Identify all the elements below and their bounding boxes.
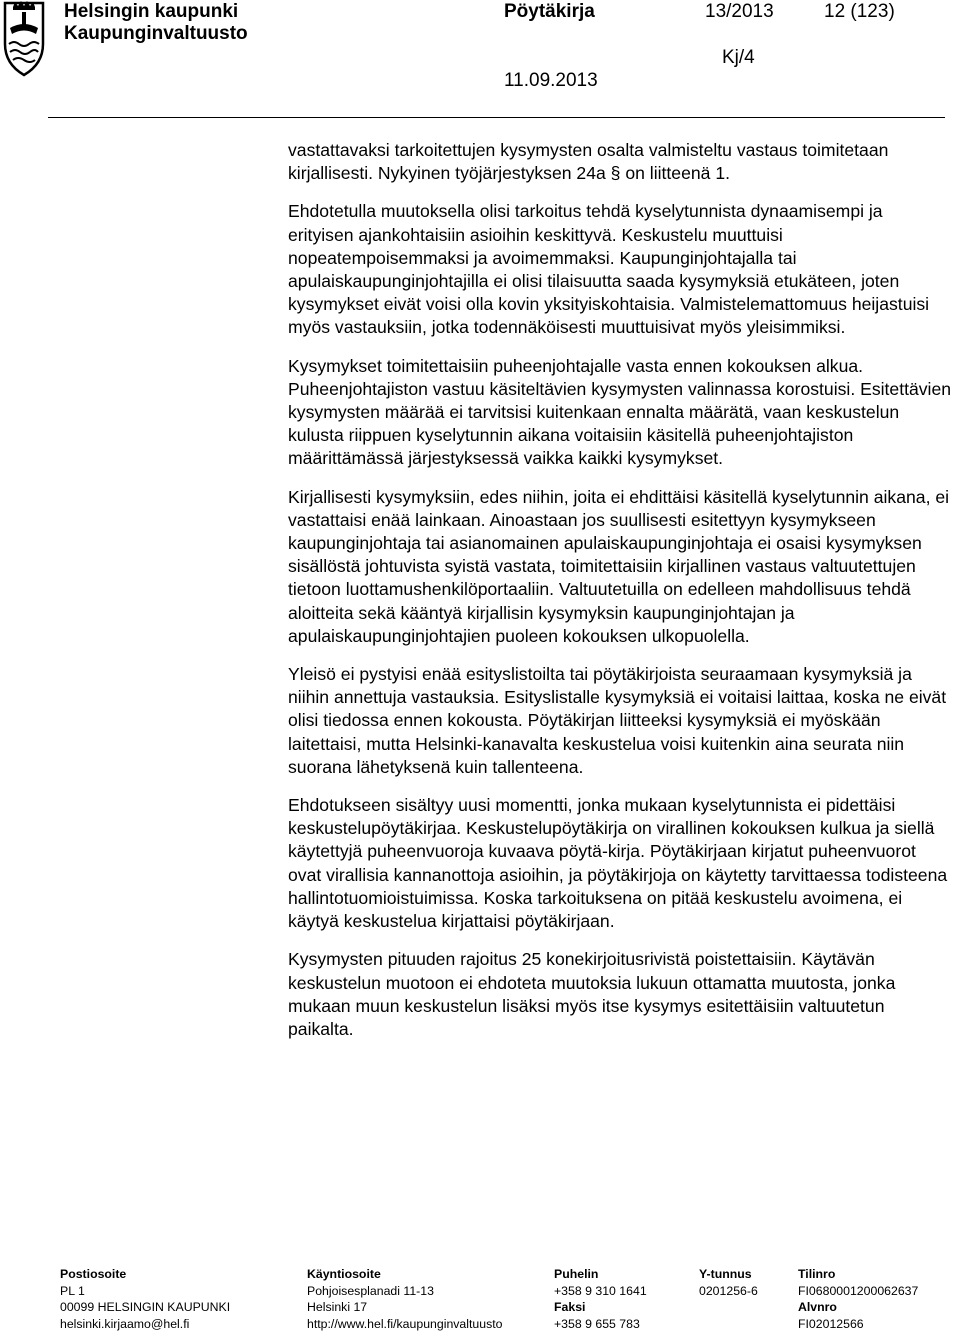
- footer-business-id: [699, 1266, 758, 1299]
- vat-label: Alvnro: [798, 1300, 837, 1314]
- registry-email-link[interactable]: helsinki.kirjaamo@hel.fi: [60, 1316, 190, 1331]
- business-id: 0201256-6: [699, 1283, 758, 1298]
- paragraph: vastattavaksi tarkoitettujen kysymysten osalta valmisteltu vastaus toimitetaan kirjallisesti. Nykyinen työjärjestyksen 24a § on liitteenä 1.: [288, 140, 889, 184]
- footer-phone: [554, 1266, 647, 1332]
- section-id: Kj/4: [722, 47, 755, 68]
- street-address: Pohjoisesplanadi 11-13: [307, 1283, 434, 1298]
- page-number: 12 (123): [824, 1, 895, 22]
- document-number: 13/2013: [705, 1, 774, 22]
- paragraph: Ehdotukseen sisältyy uusi momentti, jonka mukaan kyselytunnista ei pidettäisi keskustelupöytäkirjaa. Keskustelupöytäkirja on virallinen kokouksen kulkua ja siellä käytettyjä puheenvuoroja kuvaava pöytä-kirja. Pöytäkirjaan kirjatut puheenvuorot ovat virallisia kannanottoja asioihin, ja pöytäkirjoja on käytetty tarvittaessa todisteena hallintotuomioistuimissa. Koska tarkoituksena on pitää keskustelu avoimena, ei käytyä keskustelua kirjattaisi pöytäkirjaan.: [288, 795, 948, 932]
- paragraph: Yleisö ei pystyisi enää esityslistoilta tai pöytäkirjoista seuraamaan kysymyksiä ja niihin annettuja vastauksia. Esityslistalle kysymyksiä ei voitaisi laittaa, koska ne eivät olisi tiedossa ennen kokousta. Pöytäkirjan liitteeksi kysymyksiä ei myöskään laitettaisi, mutta Helsinki-kanavalta keskustelua voisi kuitenkin aina seurata niin suorana lähetyksenä kuin tallenteena.: [288, 664, 947, 777]
- account-number: FI0680001200062637: [798, 1283, 919, 1298]
- account-label: Tilinro: [798, 1267, 836, 1281]
- postal-box: PL 1: [60, 1283, 85, 1298]
- phone-number: +358 9 310 1641: [554, 1283, 647, 1298]
- visiting-address-label: Käyntiosoite: [307, 1267, 381, 1281]
- postal-address-label: Postiosoite: [60, 1267, 127, 1281]
- paragraph: Kysymykset toimitettaisiin puheenjohtajalle vasta ennen kokouksen alkua. Puheenjohtajiston vastuu käsiteltävien kysymysten valinnassa korostuisi. Esitettävien kysymysten määrää ei tarvitsisi kuitenkaan ennalta määrätä, vaan keskustelun kulusta riippuen kyselytunnin aikana voitaisiin käsitellä puheenjohtajiston määrittämässä järjestyksessä vaikka kaikki kysymykset.: [288, 355, 952, 469]
- fax-label: Faksi: [554, 1300, 586, 1314]
- footer-postal-address: [60, 1266, 230, 1332]
- meeting-date: 11.09.2013: [504, 70, 598, 91]
- city-name: Helsingin kaupunki: [64, 1, 239, 22]
- council-name: Kaupunginvaltuusto: [64, 23, 248, 44]
- paragraph: Ehdotetulla muutoksella olisi tarkoitus tehdä kyselytunnista dynaamisempi ja erityisen ajankohtaisiin asioihin keskittyvä. Keskustelu muuttuisi nopeatempoisemmaksi ja avoimemmaksi. Kaupunginjohtajalla tai apulaiskaupunginjohtajilla ei olisi tilaisuutta saada kysymyksiä etukäteen, joten kysymykset eivät voisi olla kovin yksityiskohtaisia. Valmistelemattomuus heijastuisi myös vastauksiin, jotka todennäköisesti muuttuisivat myös yleisimmiksi.: [288, 201, 930, 338]
- footer-account: [798, 1266, 918, 1332]
- document-type: Pöytäkirja: [504, 1, 595, 22]
- website-link[interactable]: http://www.hel.fi/kaupunginvaltuusto: [307, 1316, 503, 1331]
- business-id-label: Y-tunnus: [699, 1267, 752, 1281]
- vat-number: FI02012566: [798, 1316, 864, 1331]
- helsinki-coat-of-arms-icon: [0, 0, 48, 78]
- paragraph: Kysymysten pituuden rajoitus 25 konekirjoitusrivistä poistettaisiin. Käytävän keskustelun muotoon ei ehdoteta muutoksia lukuun ottamatta muutosta, jonka mukaan muun keskustelun lisäksi myös itse kysymys esitettäisiin valtuutetun paikalta.: [288, 949, 896, 1039]
- document-body: [288, 139, 952, 1056]
- city-address: Helsinki 17: [307, 1300, 368, 1314]
- phone-label: Puhelin: [554, 1267, 599, 1281]
- paragraph: Kirjallisesti kysymyksiin, edes niihin, joita ei ehdittäisi käsitellä kyselytunnin aikana, ei vastattaisi enää lainkaan. Ainoastaan jos suullisesti esitettyyn kysymykseen kaupunginjohtaja tai asianomainen apulaiskaupunginjohtaja ei osaisi kysymyksen sisällöstä johtuvista syistä vastata, toimitettaisiin kirjallinen vastaus valtuutettujen tietoon luottamushenkilöportaaliin. Valtuutetuilla on edelleen mahdollisuus tehdä aloitteita sekä kääntyä kirjallisin kysymyksin kaupunginjohtajan ja apulaiskaupunginjohtajien puoleen kokouksen ulkopuolella.: [288, 486, 950, 646]
- fax-number: +358 9 655 783: [554, 1316, 640, 1331]
- postal-city: 00099 HELSINGIN KAUPUNKI: [60, 1300, 231, 1314]
- header-divider: [48, 117, 945, 118]
- footer-visiting-address: [307, 1266, 503, 1332]
